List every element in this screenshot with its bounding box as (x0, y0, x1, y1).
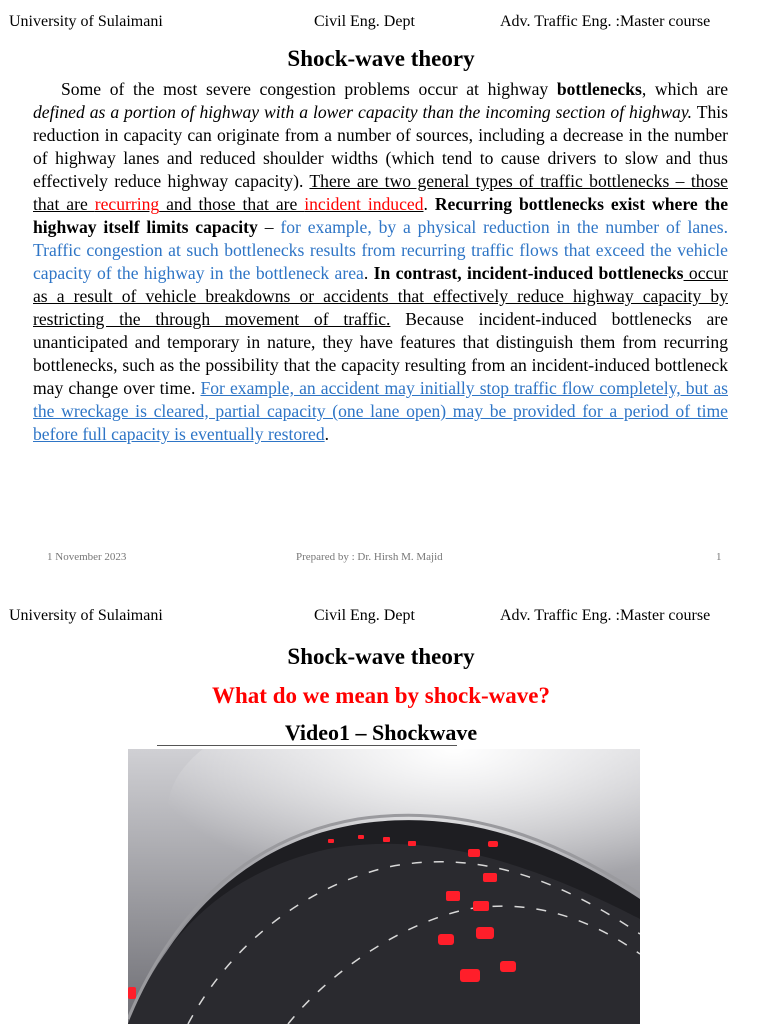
incident-induced-heading: In contrast, incident-induced bottlenecks (373, 263, 684, 283)
text-run: – (257, 217, 281, 237)
incident-example: For example, an accident may initially stop traffic flow completely, but as the wreckage is cleared, partial capacity (one lane open) may be provided for a period of time before full capacity is eventually restored (33, 378, 728, 444)
slide-title: Shock-wave theory (287, 46, 475, 71)
text-run: Some of the most severe congestion problems occur at highway (61, 79, 557, 99)
text-run: Because incident-induced bottlenecks are unanticipated and temporary in nature, they have features that distinguish them from recurring bottlenecks, such as the possibility that the capacity resulting from an incident-induced bottleneck may change over time. (33, 309, 728, 398)
slide-header (0, 13, 768, 35)
shockwave-video[interactable] (128, 749, 640, 1024)
question-heading: What do we mean by shock-wave? (212, 683, 550, 708)
incident-definition: occur as a result of vehicle breakdowns or accidents that effectively reduce highway capacity by restricting the through movement of traffic. (33, 263, 728, 329)
slide-2 (0, 592, 768, 1024)
slide-title: Shock-wave theory (287, 644, 475, 669)
header-course: Adv. Traffic Eng. :Master course (500, 13, 711, 30)
page-number: 1 (716, 551, 722, 563)
recurring-example: for example, by a physical reduction in the number of lanes. Traffic congestion at such bottlenecks results from recurring traffic flows that exceed the vehicle capacity of the highway in the bottleneck area (33, 217, 729, 283)
text-run: This reduction in capacity can originate from a number of sources, including a decrease in the number of highway lanes and reduced shoulder widths (which tend to cause drivers to slow and thus effectively reduce highway capacity). (33, 102, 728, 191)
slide-header (0, 607, 768, 629)
body-paragraph (33, 78, 728, 446)
video-title: Video1 – Shockwave (284, 720, 478, 745)
text-run: and those that are (159, 194, 305, 214)
footer-date: 1 November 2023 (47, 551, 127, 563)
header-university: University of Sulaimani (9, 607, 163, 624)
footer-prepared-by: Prepared by : Dr. Hirsh M. Majid (296, 551, 443, 563)
header-department: Civil Eng. Dept (314, 13, 415, 30)
highway-scene-illustration (128, 749, 640, 1024)
header-university: University of Sulaimani (9, 13, 163, 30)
text-run: . (324, 424, 330, 444)
video-title-rule (157, 745, 457, 746)
paragraph (33, 78, 728, 446)
header-department: Civil Eng. Dept (314, 607, 415, 624)
text-run: . (363, 263, 374, 283)
bottleneck-definition: defined as a portion of highway with a lower capacity than the incoming section of highway. (33, 102, 693, 122)
bold-bottlenecks: bottlenecks (556, 79, 642, 99)
text-run: There are two general types of traffic bottlenecks – those that are (33, 171, 728, 214)
incident-induced-term: incident induced (304, 194, 424, 214)
recurring-term: recurring (94, 194, 160, 214)
header-course: Adv. Traffic Eng. :Master course (500, 607, 711, 624)
recurring-definition: Recurring bottlenecks exist where the highway itself limits capacity (33, 194, 729, 237)
text-run: . (423, 194, 435, 214)
text-run: , which are (641, 79, 729, 99)
